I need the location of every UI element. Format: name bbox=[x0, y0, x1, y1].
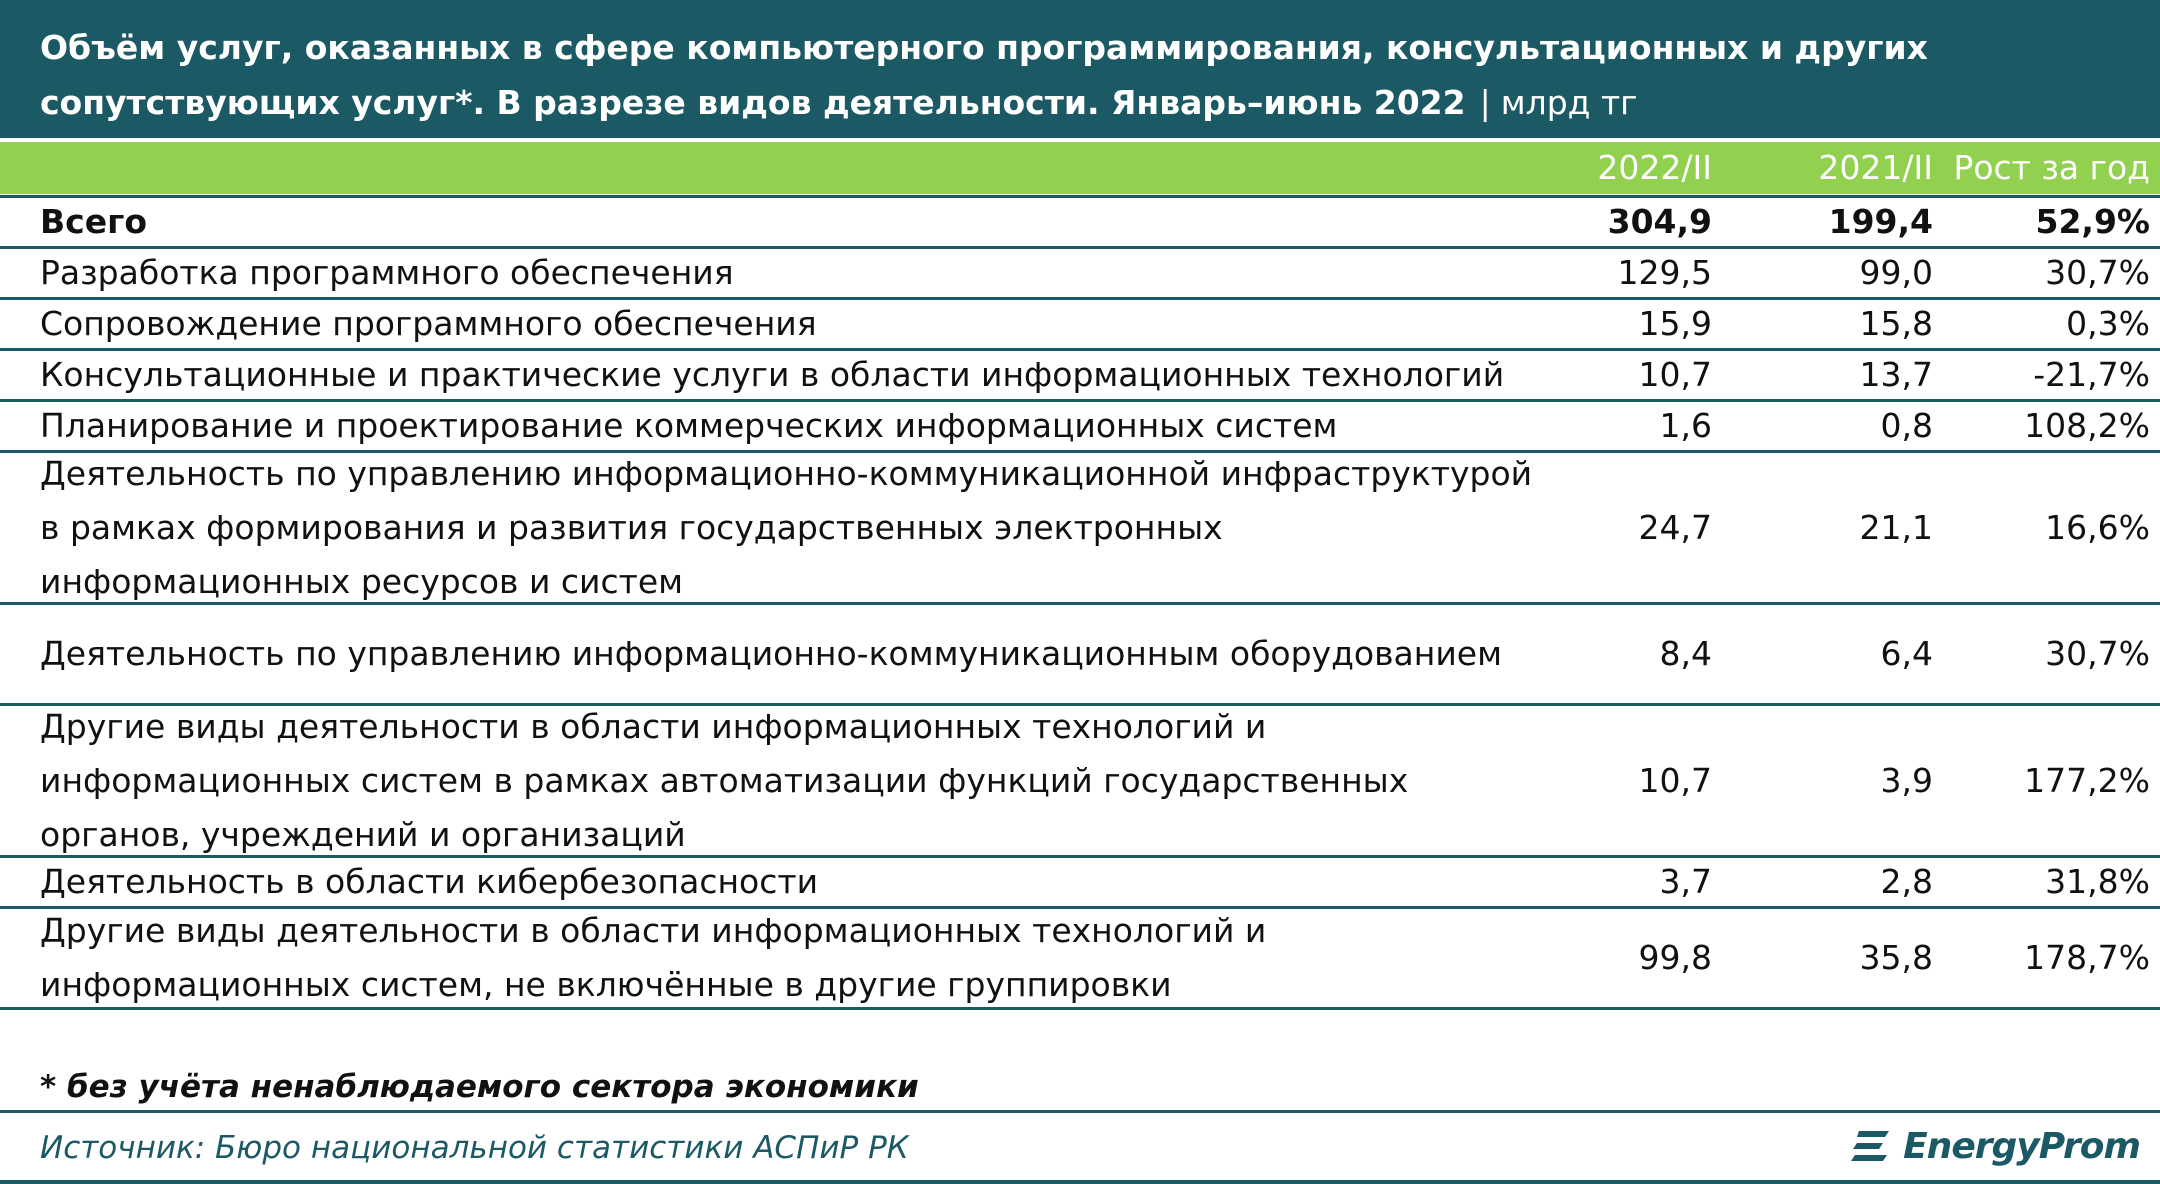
value-growth: -21,7% bbox=[2033, 355, 2150, 394]
value-2022: 304,9 bbox=[1607, 202, 1712, 241]
energyprom-logo-icon bbox=[1849, 1123, 1895, 1169]
table-row-total bbox=[0, 198, 2160, 249]
value-growth: 108,2% bbox=[2024, 406, 2150, 445]
value-2021: 15,8 bbox=[1859, 304, 1933, 343]
row-label: Деятельность по управлению информационно-коммуникационной инфраструктурой в рамках формирования и развития государственных электронных информационных ресурсов и систем bbox=[40, 453, 1533, 601]
table-header bbox=[0, 142, 2160, 194]
footer-divider bbox=[0, 1110, 2160, 1113]
bottom-border bbox=[0, 1180, 2160, 1184]
row-label: Планирование и проектирование коммерческих информационных систем bbox=[40, 406, 1338, 445]
value-2021: 3,9 bbox=[1880, 760, 1933, 800]
value-2021: 199,4 bbox=[1828, 202, 1933, 241]
row-label: Другие виды деятельности в области информационных технологий и информационных систем, не включённые в другие группировки bbox=[40, 911, 1267, 1004]
value-growth: 52,9% bbox=[2035, 202, 2150, 241]
energyprom-logo bbox=[1849, 1116, 2140, 1176]
value-2022: 15,9 bbox=[1638, 304, 1712, 343]
value-2021: 99,0 bbox=[1859, 253, 1933, 292]
table-row bbox=[0, 300, 2160, 351]
value-2021: 0,8 bbox=[1880, 406, 1933, 445]
value-2022: 3,7 bbox=[1659, 862, 1712, 901]
value-2022: 99,8 bbox=[1638, 938, 1712, 977]
value-2021: 2,8 bbox=[1880, 862, 1933, 901]
source-note: Источник: Бюро национальной статистики АСПиР РК bbox=[40, 1130, 909, 1166]
table-row bbox=[0, 351, 2160, 402]
value-2021: 21,1 bbox=[1859, 507, 1933, 547]
table-row bbox=[0, 706, 2160, 858]
value-growth: 0,3% bbox=[2066, 304, 2150, 343]
value-growth: 30,7% bbox=[2045, 634, 2150, 673]
title-unit: млрд тг bbox=[1500, 83, 1638, 122]
row-label: Всего bbox=[40, 202, 148, 241]
title-bar bbox=[0, 0, 2160, 138]
row-label: Разработка программного обеспечения bbox=[40, 253, 734, 292]
value-2021: 35,8 bbox=[1859, 938, 1933, 977]
value-growth: 31,8% bbox=[2045, 862, 2150, 901]
logo-text: EnergyProm bbox=[1903, 1125, 2140, 1167]
table-row bbox=[0, 453, 2160, 605]
value-2022: 10,7 bbox=[1638, 355, 1712, 394]
value-2022: 24,7 bbox=[1638, 507, 1712, 547]
table-row bbox=[0, 249, 2160, 300]
value-2021: 6,4 bbox=[1880, 634, 1933, 673]
chart-title: Объём услуг, оказанных в сфере компьютерного программирования, консультационных и других сопутствующих услуг*. В разрезе видов деятельности. Январь–июнь 2022 bbox=[40, 28, 1928, 122]
title-separator: | bbox=[1479, 83, 1491, 122]
value-growth: 30,7% bbox=[2045, 253, 2150, 292]
value-2022: 129,5 bbox=[1617, 253, 1712, 292]
data-table bbox=[0, 195, 2160, 1010]
value-2022: 8,4 bbox=[1659, 634, 1712, 673]
row-label: Деятельность по управлению информационно-коммуникационным оборудованием bbox=[40, 634, 1502, 673]
row-label: Сопровождение программного обеспечения bbox=[40, 304, 817, 343]
table-row bbox=[0, 858, 2160, 909]
column-header-2021: 2021/II bbox=[1818, 148, 1933, 187]
column-header-growth: Рост за год bbox=[1953, 148, 2150, 187]
value-2022: 10,7 bbox=[1638, 760, 1712, 800]
table-row bbox=[0, 605, 2160, 706]
value-growth: 177,2% bbox=[2024, 760, 2150, 800]
row-label: Другие виды деятельности в области информационных технологий и информационных систем в рамках автоматизации функций государственных органов, учреждений и организаций bbox=[40, 706, 1409, 854]
table-row bbox=[0, 402, 2160, 453]
row-label: Консультационные и практические услуги в области информационных технологий bbox=[40, 355, 1505, 394]
value-2022: 1,6 bbox=[1659, 406, 1712, 445]
value-growth: 178,7% bbox=[2024, 938, 2150, 977]
column-header-2022: 2022/II bbox=[1597, 148, 1712, 187]
footnote: * без учёта ненаблюдаемого сектора экономики bbox=[40, 1069, 919, 1105]
table-row bbox=[0, 909, 2160, 1010]
row-label: Деятельность в области кибербезопасности bbox=[40, 862, 819, 901]
value-2021: 13,7 bbox=[1859, 355, 1933, 394]
value-growth: 16,6% bbox=[2045, 507, 2150, 547]
